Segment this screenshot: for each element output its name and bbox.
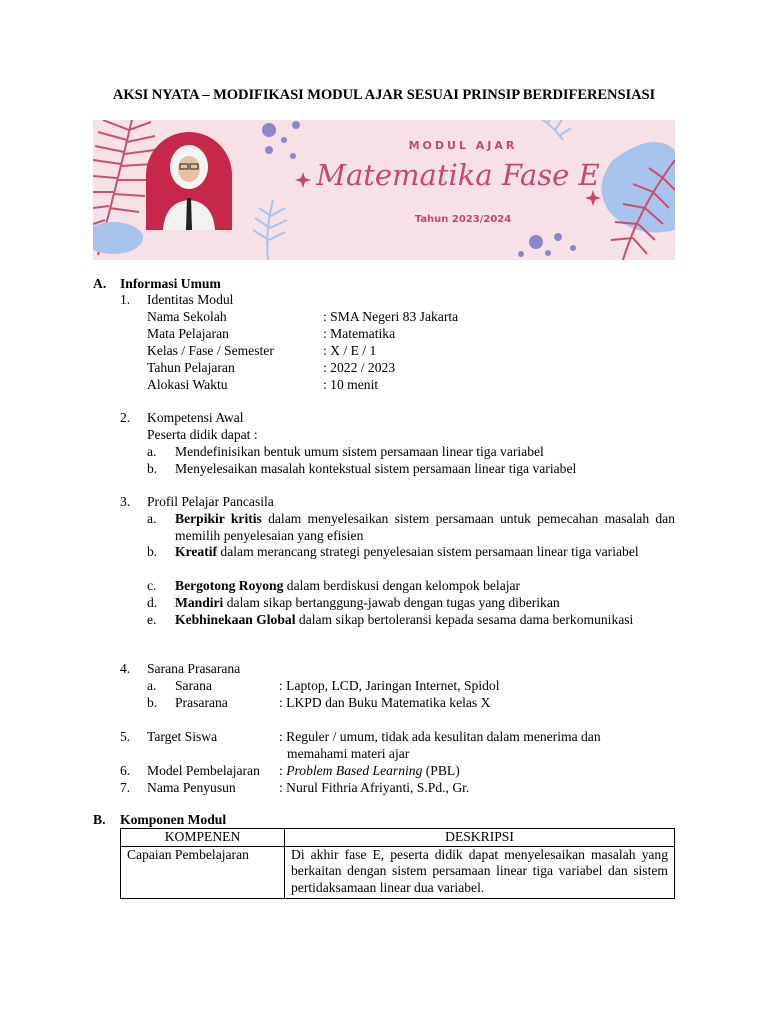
identity-key: Tahun Pelajaran (147, 360, 235, 375)
facility-key: Sarana (175, 678, 212, 693)
list-marker: c. (147, 578, 157, 593)
identity-value: : 10 menit (323, 377, 379, 392)
list-item: Mendefinisikan bentuk umum sistem persamaan linear tiga variabel (175, 444, 544, 459)
left-leaf-icon (93, 222, 143, 254)
identity-value: : X / E / 1 (323, 343, 377, 358)
identity-value: : Matematika (323, 326, 396, 341)
section-b-letter: B. (93, 812, 106, 827)
banner-subtitle: MODUL AJAR (408, 139, 518, 152)
section-b-heading: Komponen Modul (120, 812, 227, 827)
item2-number: 2. (120, 410, 131, 425)
identity-key: Kelas / Fase / Semester (147, 343, 274, 358)
item6-number: 6. (120, 763, 131, 778)
banner-main-title: Matematika Fase E (316, 158, 600, 192)
right-top-fern-icon (533, 120, 571, 140)
identity-value: : 2022 / 2023 (323, 360, 396, 375)
list-marker: b. (147, 461, 158, 476)
list-marker: d. (147, 595, 158, 610)
list-marker: b. (147, 544, 158, 559)
table-cell-deskripsi: Di akhir fase E, peserta didik dapat menyelesaikan masalah yang berkaitan dengan sistem persamaan linear tiga variabel dan sistem pertidaksamaan linear dua variabel. (285, 846, 675, 899)
top-dots-icon (262, 121, 300, 159)
facility-value: : Laptop, LCD, Jaringan Internet, Spidol (279, 678, 500, 693)
list-marker: b. (147, 695, 158, 710)
item2-intro: Peserta didik dapat : (147, 427, 258, 442)
blue-fern-icon (253, 200, 287, 260)
item6-label: Model Pembelajaran (147, 763, 260, 778)
item5-value-cont: memahami materi ajar (287, 746, 410, 761)
item5-label: Target Siswa (147, 729, 218, 744)
item7-label: Nama Penyusun (147, 780, 236, 795)
banner-year: Tahun 2023/2024 (414, 214, 512, 225)
list-item: Bergotong Royong dalam berdiskusi dengan kelompok belajar (175, 578, 521, 593)
item5-number: 5. (120, 729, 131, 744)
list-item: Berpikir kritis dalam menyelesaikan sistem persamaan untuk pemecahan masalah dan memilih penyelesaian yang efisien (175, 511, 675, 543)
item2-label: Kompetensi Awal (147, 410, 244, 425)
table-cell-komponen: Capaian Pembelajaran (121, 846, 285, 899)
component-table (120, 828, 675, 899)
item3-number: 3. (120, 494, 131, 509)
list-item: Kebhinekaan Global dalam sikap bertoleransi kepada sesama dama berkomunikasi (175, 612, 634, 627)
identity-key: Alokasi Waktu (147, 377, 228, 392)
identity-key: Mata Pelajaran (147, 326, 229, 341)
item4-number: 4. (120, 661, 131, 676)
item7-number: 7. (120, 780, 131, 795)
item1-number: 1. (120, 292, 131, 307)
list-item: Menyelesaikan masalah kontekstual sistem persamaan linear tiga variabel (175, 461, 577, 476)
table-header-row (121, 829, 675, 847)
list-marker: a. (147, 444, 157, 459)
item5-value: : Reguler / umum, tidak ada kesulitan dalam menerima dan (279, 729, 601, 744)
table-row (121, 846, 675, 899)
section-a-letter: A. (93, 276, 107, 291)
list-item: Kreatif dalam merancang strategi penyelesaian sistem persamaan linear tiga variabel (175, 544, 639, 559)
module-banner (93, 120, 675, 260)
item4-label: Sarana Prasarana (147, 661, 241, 676)
table-header-cell: KOMPENEN (121, 829, 285, 847)
table-header-cell: DESKRIPSI (285, 829, 675, 847)
item1-label: Identitas Modul (147, 292, 234, 307)
item6-value: : Problem Based Learning (PBL) (279, 763, 460, 778)
bottom-dots-icon (518, 233, 576, 257)
item3-label: Profil Pelajar Pancasila (147, 494, 274, 509)
facility-key: Prasarana (175, 695, 228, 710)
list-marker: e. (147, 612, 157, 627)
identity-key: Nama Sekolah (147, 309, 227, 324)
document-title: AKSI NYATA – MODIFIKASI MODUL AJAR SESUAI PRINSIP BERDIFERENSIASI (112, 87, 656, 103)
identity-value: : SMA Negeri 83 Jakarta (323, 309, 459, 324)
list-marker: a. (147, 678, 157, 693)
item7-value: : Nurul Fithria Afriyanti, S.Pd., Gr. (279, 780, 470, 795)
list-item: Mandiri dalam sikap bertanggung-jawab dengan tugas yang diberikan (175, 595, 560, 610)
facility-value: : LKPD dan Buku Matematika kelas X (279, 695, 491, 710)
list-marker: a. (147, 511, 157, 526)
section-a-heading: Informasi Umum (120, 276, 221, 291)
star-right-icon (585, 190, 601, 206)
